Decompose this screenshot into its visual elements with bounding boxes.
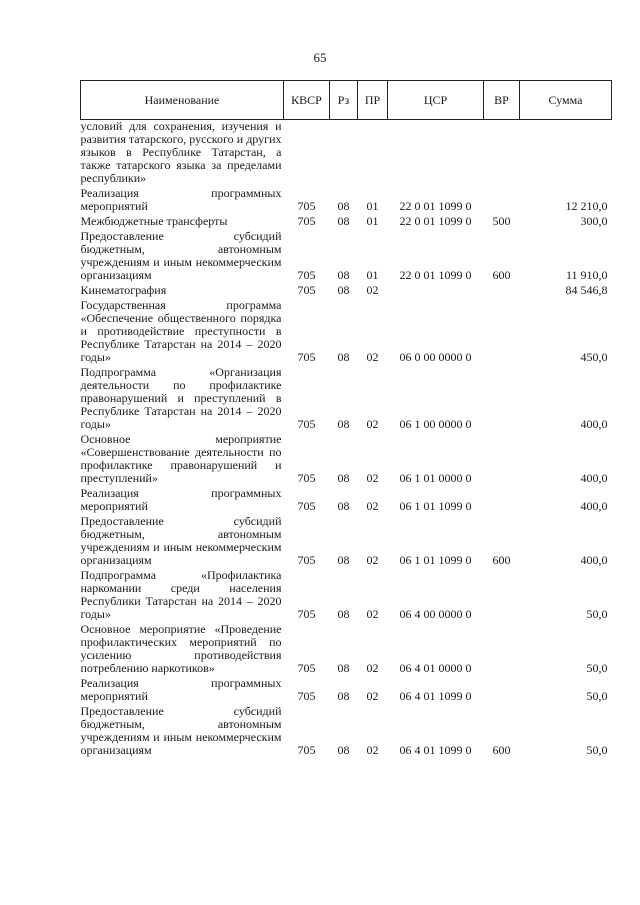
cell-pr: 02 (366, 471, 379, 485)
cell-csr: 22 0 01 1099 0 (399, 199, 472, 213)
cell-csr: 22 0 01 1099 0 (399, 268, 472, 282)
cell-pr: 01 (366, 214, 379, 228)
cell-rz: 08 (337, 199, 350, 213)
cell-sum: 400,0 (580, 553, 608, 567)
cell-sum: 11 910,0 (565, 268, 608, 282)
header-name: Наименование (81, 81, 284, 120)
cell-kvsr: 705 (297, 607, 316, 621)
cell-rz: 08 (337, 743, 350, 757)
cell-kvsr: 705 (297, 471, 316, 485)
cell-kvsr: 705 (297, 350, 316, 364)
cell-pr: 02 (366, 350, 379, 364)
cell-name: условий для сохранения, изучения и развития татарского, русского и других языков в Республике Татарстан, а также татарского языка за пределами республики» (80, 119, 282, 185)
table-row (81, 569, 612, 623)
cell-vr (484, 120, 520, 188)
cell-vr (484, 677, 520, 705)
cell-sum: 50,0 (586, 689, 608, 703)
cell-rz: 08 (337, 417, 350, 431)
cell-sum: 50,0 (586, 661, 608, 675)
table-row (81, 705, 612, 759)
cell-csr (388, 284, 484, 299)
table-body (81, 120, 612, 760)
cell-vr (484, 187, 520, 215)
cell-rz: 08 (337, 214, 350, 228)
page-number: 65 (313, 50, 327, 65)
cell-vr: 500 (492, 214, 511, 228)
table-row (81, 120, 612, 188)
header-vr: ВР (484, 81, 520, 120)
table-row (81, 187, 612, 215)
cell-kvsr (284, 120, 330, 188)
cell-kvsr: 705 (297, 743, 316, 757)
cell-kvsr: 705 (297, 283, 316, 297)
cell-pr (358, 120, 388, 188)
cell-sum (520, 120, 612, 188)
cell-sum: 450,0 (580, 350, 608, 364)
cell-name: Предоставление субсидий бюджетным, автономным учреждениям и иным некоммерческим организациям (80, 514, 282, 567)
cell-pr: 02 (366, 607, 379, 621)
cell-vr (484, 569, 520, 623)
cell-sum: 12 210,0 (565, 199, 608, 213)
cell-kvsr: 705 (297, 214, 316, 228)
cell-vr (484, 433, 520, 487)
cell-vr (484, 623, 520, 677)
cell-sum: 300,0 (580, 214, 608, 228)
cell-pr: 02 (366, 661, 379, 675)
cell-rz (330, 120, 358, 188)
cell-vr (484, 284, 520, 299)
cell-name: Реализация программных мероприятий (80, 486, 282, 513)
cell-csr (388, 120, 484, 188)
cell-pr: 02 (366, 743, 379, 757)
cell-csr: 06 4 01 1099 0 (399, 743, 472, 757)
cell-sum: 400,0 (580, 417, 608, 431)
cell-csr: 06 4 01 1099 0 (399, 689, 472, 703)
cell-rz: 08 (337, 499, 350, 513)
cell-rz: 08 (337, 283, 350, 297)
cell-name: Межбюджетные трансферты (80, 214, 228, 228)
cell-pr: 02 (366, 283, 379, 297)
cell-kvsr: 705 (297, 689, 316, 703)
cell-kvsr: 705 (297, 553, 316, 567)
header-csr: ЦСР (388, 81, 484, 120)
cell-rz: 08 (337, 350, 350, 364)
cell-name: Предоставление субсидий бюджетным, автономным учреждениям и иным некоммерческим организациям (80, 704, 282, 757)
cell-pr: 02 (366, 499, 379, 513)
cell-name: Основное мероприятие «Совершенствование деятельности по профилактике правонарушений и преступлений» (80, 432, 282, 485)
header-sum: Сумма (520, 81, 612, 120)
cell-name: Государственная программа «Обеспечение общественного порядка и противодействие преступности в Республике Татарстан на 2014 – 2020 годы» (80, 298, 282, 364)
cell-csr: 06 1 01 1099 0 (399, 553, 472, 567)
cell-kvsr: 705 (297, 417, 316, 431)
cell-csr: 06 1 01 0000 0 (399, 471, 472, 485)
cell-vr (484, 487, 520, 515)
header-pr: ПР (358, 81, 388, 120)
table-row (81, 366, 612, 433)
table-row (81, 433, 612, 487)
cell-pr: 02 (366, 689, 379, 703)
table-row (81, 623, 612, 677)
cell-csr: 06 0 00 0000 0 (399, 350, 472, 364)
cell-rz: 08 (337, 553, 350, 567)
cell-rz: 08 (337, 689, 350, 703)
cell-rz: 08 (337, 661, 350, 675)
cell-sum: 400,0 (580, 499, 608, 513)
cell-csr: 06 1 00 0000 0 (399, 417, 472, 431)
cell-pr: 01 (366, 199, 379, 213)
cell-name: Подпрограмма «Профилактика наркомании среди населения Республики Татарстан на 2014 – 2020 годы» (80, 568, 282, 621)
table-row (81, 677, 612, 705)
cell-vr (484, 366, 520, 433)
cell-kvsr: 705 (297, 268, 316, 282)
cell-name: Реализация программных мероприятий (80, 186, 282, 213)
cell-pr: 01 (366, 268, 379, 282)
cell-vr: 600 (492, 268, 511, 282)
cell-pr: 02 (366, 417, 379, 431)
cell-csr: 06 4 01 0000 0 (399, 661, 472, 675)
cell-csr: 06 4 00 0000 0 (399, 607, 472, 621)
cell-sum: 50,0 (586, 607, 608, 621)
cell-rz: 08 (337, 268, 350, 282)
cell-vr: 600 (492, 743, 511, 757)
cell-csr: 06 1 01 1099 0 (399, 499, 472, 513)
cell-rz: 08 (337, 607, 350, 621)
header-kvsr: КВСР (284, 81, 330, 120)
cell-sum: 50,0 (586, 743, 608, 757)
cell-csr: 22 0 01 1099 0 (399, 214, 472, 228)
cell-sum: 84 546,8 (565, 283, 608, 297)
cell-kvsr: 705 (297, 661, 316, 675)
cell-name: Кинематография (80, 283, 167, 297)
header-rz: Рз (330, 81, 358, 120)
cell-name: Подпрограмма «Организация деятельности по профилактике правонарушений и преступлений в Республике Татарстан на 2014 – 2020 годы» (80, 365, 282, 431)
cell-rz: 08 (337, 471, 350, 485)
cell-pr: 02 (366, 553, 379, 567)
cell-vr: 600 (492, 553, 511, 567)
budget-table (80, 80, 612, 759)
cell-name: Основное мероприятие «Проведение профилактических мероприятий по усилению противодействия потреблению наркотиков» (80, 622, 282, 675)
cell-kvsr: 705 (297, 499, 316, 513)
cell-vr (484, 299, 520, 366)
cell-kvsr: 705 (297, 199, 316, 213)
cell-name: Предоставление субсидий бюджетным, автономным учреждениям и иным некоммерческим организациям (80, 229, 282, 282)
table-row (81, 515, 612, 569)
table-row (81, 215, 612, 230)
table-row (81, 230, 612, 284)
table-header-row (81, 81, 612, 120)
table-row (81, 299, 612, 366)
cell-name: Реализация программных мероприятий (80, 676, 282, 703)
table-row (81, 284, 612, 299)
table-row (81, 487, 612, 515)
cell-sum: 400,0 (580, 471, 608, 485)
